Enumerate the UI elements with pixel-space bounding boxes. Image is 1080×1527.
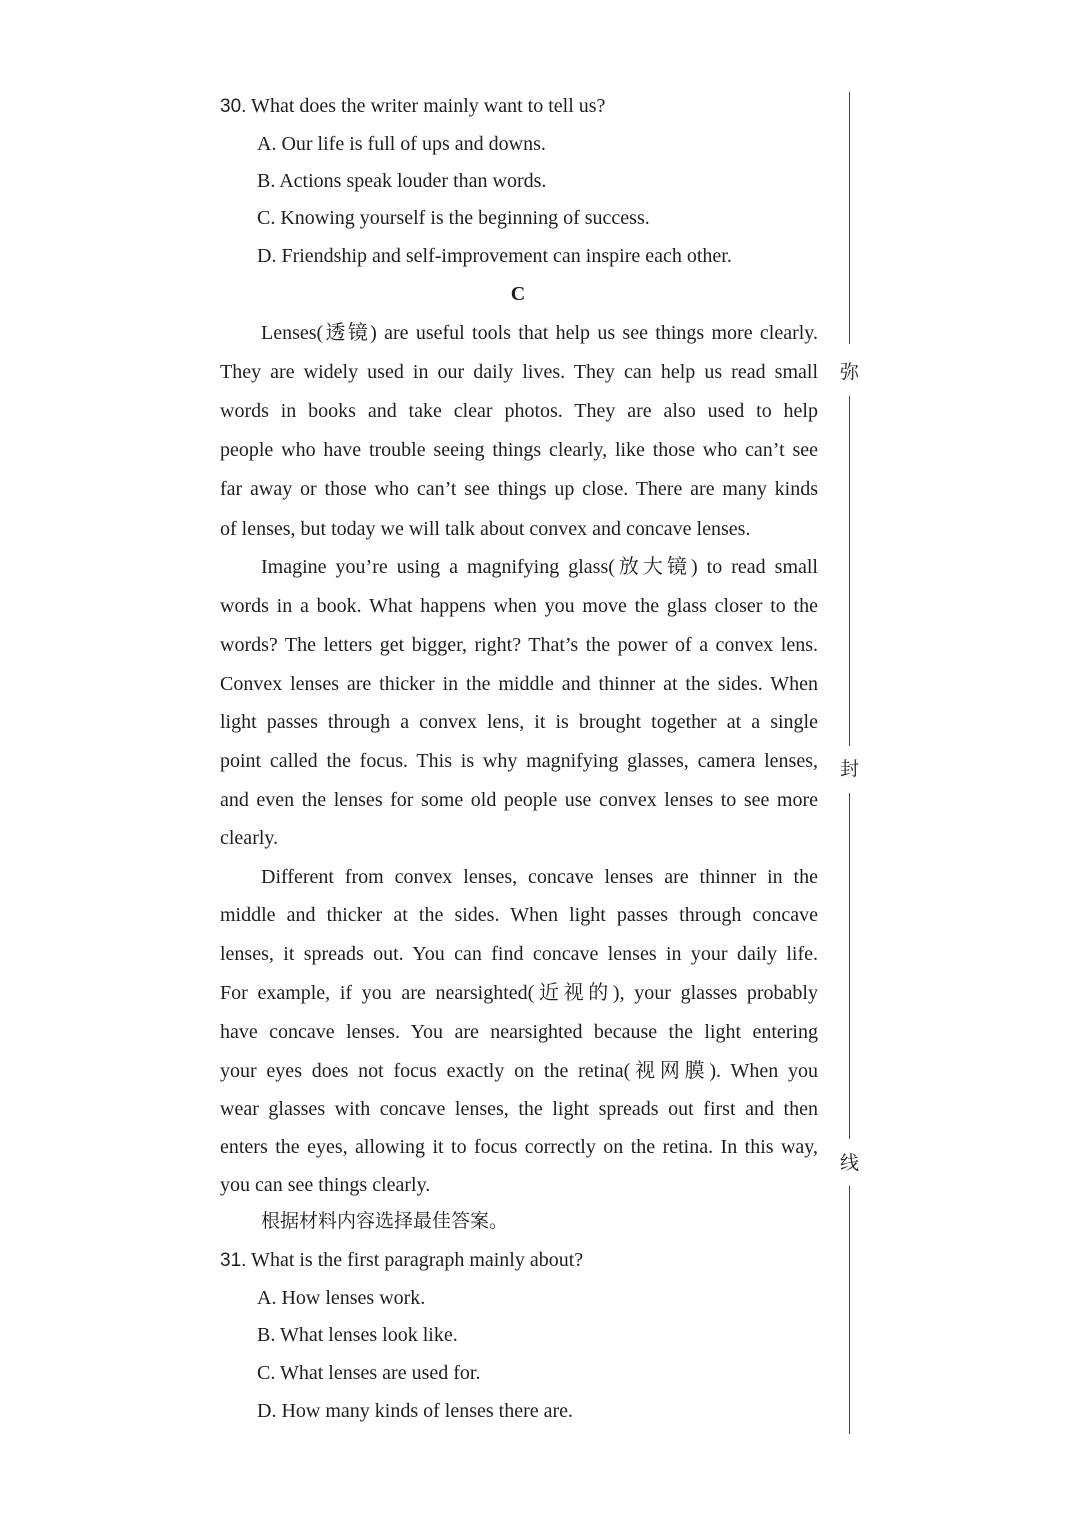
paragraph-line: Lenses(透镜) are useful tools that help us see things more clearly. xyxy=(261,322,818,344)
option-d: D. Friendship and self-improvement can inspire each other. xyxy=(257,245,732,267)
paragraph-line: lenses, it spreads out. You can find concave lenses in your daily life. xyxy=(220,943,818,965)
binding-char-mi: 弥 xyxy=(840,361,860,383)
paragraph-line: wear glasses with concave lenses, the light spreads out first and then xyxy=(220,1098,818,1120)
paragraph-line: They are widely used in our daily lives. They can help us read small xyxy=(220,361,818,383)
option-a: A. Our life is full of ups and downs. xyxy=(257,133,546,155)
question-text: What is the first paragraph mainly about? xyxy=(246,1249,584,1271)
paragraph-line: Different from convex lenses, concave lenses are thinner in the xyxy=(261,866,818,888)
paragraph-line: For example, if you are nearsighted(近视的), your glasses probably xyxy=(220,982,818,1004)
question-number: 30. xyxy=(220,96,247,117)
paragraph-line: and even the lenses for some old people use convex lenses to see more xyxy=(220,789,818,811)
paragraph-line: have concave lenses. You are nearsighted because the light entering xyxy=(220,1021,818,1043)
paragraph-line: clearly. xyxy=(220,827,279,849)
paragraph-line: point called the focus. This is why magnifying glasses, camera lenses, xyxy=(220,750,818,772)
question-31 xyxy=(220,1248,583,1273)
option-d: D. How many kinds of lenses there are. xyxy=(257,1400,574,1422)
question-text: What does the writer mainly want to tell us? xyxy=(246,95,606,117)
paragraph-line: words in a book. What happens when you move the glass closer to the xyxy=(220,595,818,617)
binding-line-segment xyxy=(849,1186,850,1434)
paragraph-line: far away or those who can’t see things up close. There are many kinds xyxy=(220,478,818,500)
question-number: 31. xyxy=(220,1250,247,1271)
paragraph-line: you can see things clearly. xyxy=(220,1174,431,1196)
passage-heading: C xyxy=(510,283,526,305)
option-c: C. Knowing yourself is the beginning of success. xyxy=(257,207,650,229)
paragraph-line: Convex lenses are thicker in the middle and thinner at the sides. When xyxy=(220,673,818,695)
paragraph-line: Imagine you’re using a magnifying glass(放大镜) to read small xyxy=(261,556,818,578)
paragraph-line: of lenses, but today we will talk about convex and concave lenses. xyxy=(220,518,751,540)
binding-line-segment xyxy=(849,793,850,1139)
paragraph-line: light passes through a convex lens, it is brought together at a single xyxy=(220,711,818,733)
binding-line-segment xyxy=(849,396,850,746)
binding-char-xian: 线 xyxy=(840,1152,860,1174)
paragraph-line: words in books and take clear photos. They are also used to help xyxy=(220,400,818,422)
question-30 xyxy=(220,94,605,119)
option-b: B. What lenses look like. xyxy=(257,1324,458,1346)
paragraph-line: words? The letters get bigger, right? That’s the power of a convex lens. xyxy=(220,634,818,656)
paragraph-line: enters the eyes, allowing it to focus correctly on the retina. In this way, xyxy=(220,1136,818,1158)
paragraph-line: middle and thicker at the sides. When light passes through concave xyxy=(220,904,818,926)
option-c: C. What lenses are used for. xyxy=(257,1362,481,1384)
binding-char-feng: 封 xyxy=(840,758,860,780)
binding-line-segment xyxy=(849,92,850,344)
paragraph-line: people who have trouble seeing things clearly, like those who can’t see xyxy=(220,439,818,461)
paragraph-line: your eyes does not focus exactly on the retina(视网膜). When you xyxy=(220,1060,818,1082)
option-a: A. How lenses work. xyxy=(257,1287,426,1309)
option-b: B. Actions speak louder than words. xyxy=(257,170,547,192)
instruction: 根据材料内容选择最佳答案。 xyxy=(261,1210,509,1232)
